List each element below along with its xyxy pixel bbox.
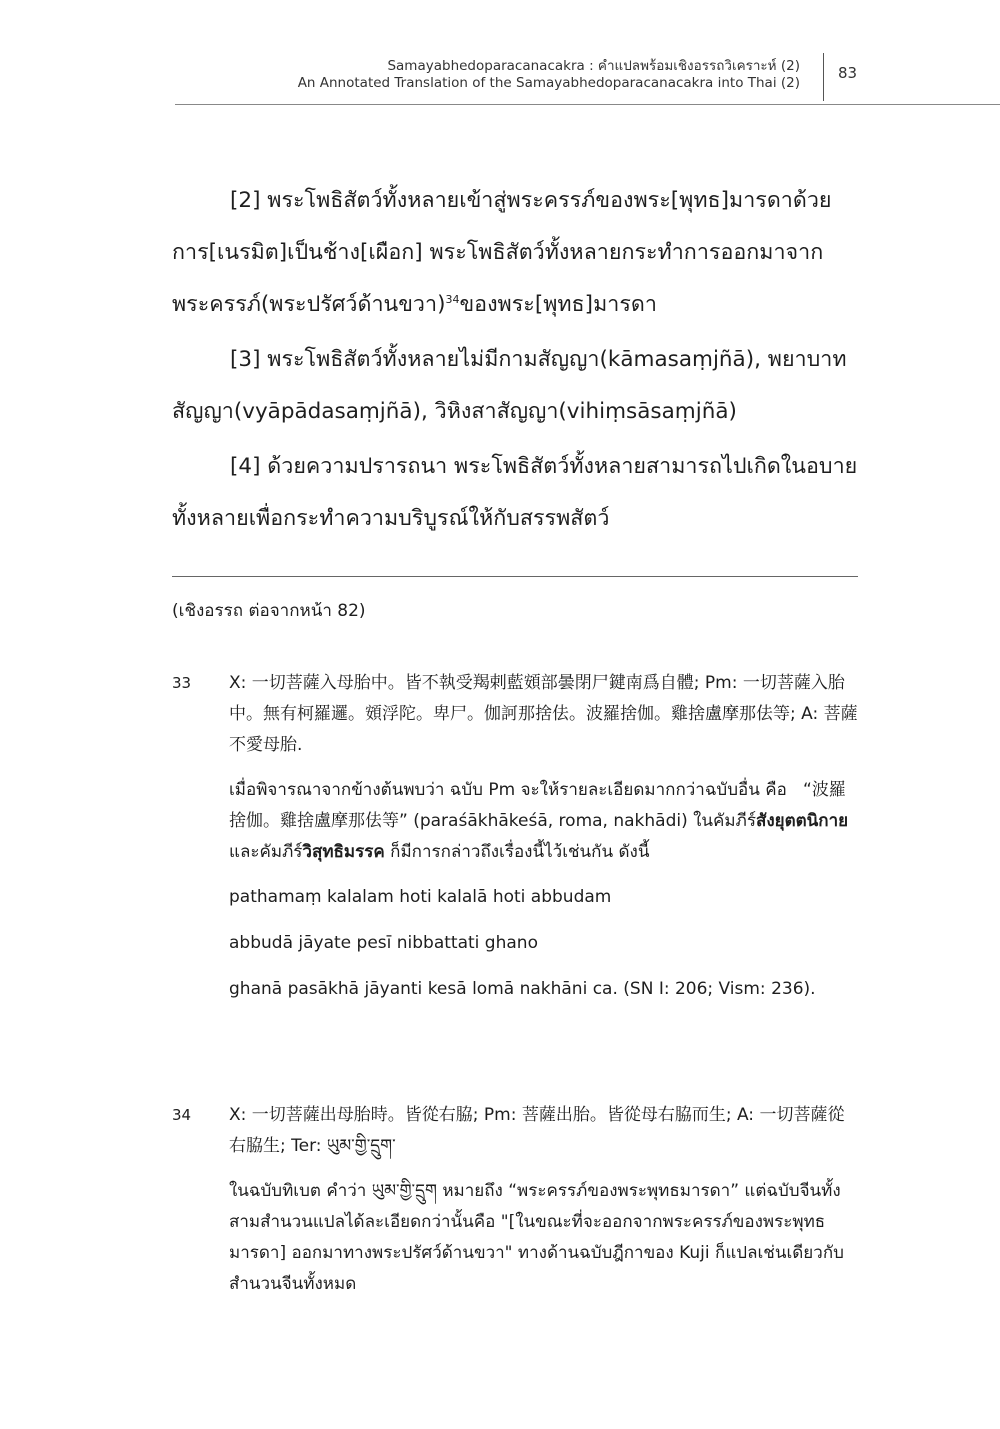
header-rule xyxy=(175,104,1000,105)
text-samyutta-nikaya: สังยุตตนิกาย xyxy=(755,811,849,831)
verse-line-3: ghanā pasākhā jāyanti kesā lomā nakhāni ca. (SN I: 206; Vism: 236). xyxy=(229,979,816,999)
footnote-33-commentary xyxy=(229,775,858,868)
footnote-34 xyxy=(172,1100,858,1314)
running-title xyxy=(298,58,800,92)
footnote-34-commentary: ในฉบับทิเบต คำว่า ཡུམ་གྱི་དྲུག หมายถึง “พระครรภ์ของพระพุทธมารดา” แต่ฉบับจีนทั้งสามสำนวนแปลได้ละเอียดกว่านั้นคือ "[ในขณะที่จะออกจากพระครรภ์ของพระพุทธมารดา] ออกมาทางพระปรัศว์ด้านขวา" ทางด้านฉบับฎีกาของ Kuji ก็แปลเช่นเดียวกับสำนวนจีนทั้งหมด xyxy=(229,1181,844,1294)
footnote-continued-note: (เชิงอรรถ ต่อจากหน้า 82) xyxy=(172,601,366,621)
footnote-rule xyxy=(172,576,858,577)
footnote-34-sources: X: 一切菩薩出母胎時。皆從右脇; Pm: 菩薩出胎。皆從母右脇而生; A: 一切菩薩從右脇生; Ter: ཡུམ་གྱི་དྲུག་ xyxy=(229,1105,845,1156)
running-title-english: An Annotated Translation of the Samayabhedoparacanacakra into Thai (2) xyxy=(297,75,800,91)
footnote-33-commentary-c: ก็มีการกล่าวถึงเรื่องนี้ไว้เช่นกัน ดังนี้ xyxy=(384,842,650,862)
footnote-34-number: 34 xyxy=(172,1106,192,1124)
verse-line-2: abbudā jāyate pesī nibbattati ghano xyxy=(229,933,538,953)
footnote-33 xyxy=(172,668,858,1020)
header-divider xyxy=(823,53,824,101)
footnote-33-body xyxy=(229,668,858,1005)
text-visuddhimagga: วิสุทธิมรรค xyxy=(302,842,385,862)
main-text xyxy=(172,175,858,548)
running-title-thai: Samayabhedoparacanacakra : คำแปลพร้อมเชิงอรรถวิเคราะห์ (2) xyxy=(387,58,800,74)
footnote-34-body xyxy=(229,1100,858,1300)
verse-line-1: pathamaṃ kalalam hoti kalalā hoti abbudam xyxy=(229,887,612,907)
paragraph-4: [4] ด้วยความปรารถนา พระโพธิสัตว์ทั้งหลายสามารถไปเกิดในอบายทั้งหลายเพื่อกระทำความบริบูรณ์ให้กับสรรพสัตว์ xyxy=(172,454,858,531)
footnote-ref-34[interactable]: 34 xyxy=(445,292,460,306)
footnote-33-number: 33 xyxy=(172,674,192,692)
paragraph-2-text: [2] พระโพธิสัตว์ทั้งหลายเข้าสู่พระครรภ์ของพระ[พุทธ]มารดาด้วยการ[เนรมิต]เป็นช้าง[เผือก] พระโพธิสัตว์ทั้งหลายกระทำการออกมาจากพระครรภ์(พระปรัศว์ด้านขวา) xyxy=(172,188,832,317)
footnote-33-commentary-a: เมื่อพิจารณาจากข้างต้นพบว่า ฉบับ Pm จะให้รายละเอียดมากกว่าฉบับอื่น คือ “波羅捨伽。雞捨盧摩那佉等” (paraśākhākeśā, roma, nakhādi) ในคัมภีร์ xyxy=(229,780,846,831)
page-number: 83 xyxy=(838,64,858,82)
paragraph-2 xyxy=(172,175,858,331)
running-header xyxy=(0,0,1000,110)
footnote-33-commentary-b: และคัมภีร์ xyxy=(229,842,303,862)
paragraph-3: [3] พระโพธิสัตว์ทั้งหลายไม่มีกามสัญญา(kāmasaṃjñā), พยาบาทสัญญา(vyāpādasaṃjñā), วิหิงสาสัญญา(vihiṃsāsaṃjñā) xyxy=(172,347,847,424)
paragraph-2-tail: ของพระ[พุทธ]มารดา xyxy=(459,292,657,317)
footnote-33-sources: X: 一切菩薩入母胎中。皆不執受羯剌藍頞部曇閉尸鍵南爲自體; Pm: 一切菩薩入胎中。無有柯羅邏。頞浮陀。卑尸。伽訶那捨佉。波羅捨伽。雞捨盧摩那佉等; A: 菩薩不愛母胎. xyxy=(229,673,858,755)
